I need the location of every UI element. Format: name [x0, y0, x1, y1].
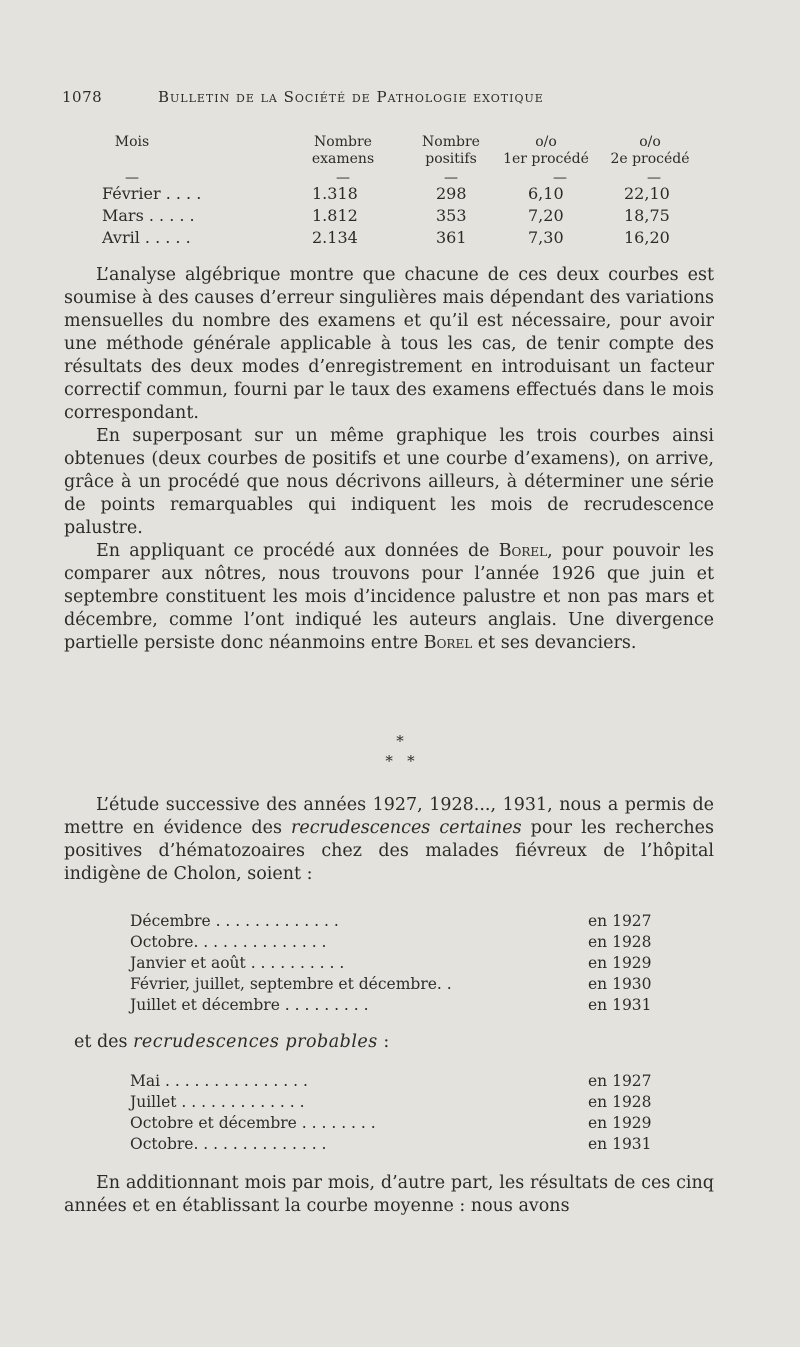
body-text [64, 1172, 714, 1218]
col-header-p2: o/o 2e procédé [610, 134, 690, 167]
dash: — [444, 170, 458, 186]
body-text [64, 794, 714, 886]
list-item: Janvier et août . . . . . . . . . . en 1929 [130, 954, 652, 972]
dash: — [336, 170, 350, 186]
journal-title: Bulletin de la Société de Pathologie exotique [158, 88, 544, 106]
col-header-examens: Nombre examens [311, 134, 375, 167]
col-header-positifs: Nombre positifs [422, 134, 480, 167]
dash: — [553, 170, 567, 186]
col-header-p1: o/o 1er procédé [503, 134, 589, 167]
page-number: 1078 [62, 88, 103, 106]
separator-top: * [396, 732, 404, 750]
paragraph: En superposant sur un même graphique les trois courbes ainsi obtenues (deux courbes de positifs et une courbe d’examens), on arrive, grâce à un procédé que nous décrivons ailleurs, à déterminer une série de points remarquables qui indiquent les mois de recrudescence palustre. [64, 426, 714, 538]
table-row: Février . . . . 1.318 298 6,10 22,10 [102, 184, 670, 203]
dash: — [647, 170, 661, 186]
paragraph: En additionnant mois par mois, d’autre part, les résultats de ces cinq années et en établissant la courbe moyenne : nous avons [64, 1173, 714, 1216]
running-header [62, 88, 544, 106]
dash: — [125, 170, 139, 186]
emphasis: recrudescences probables [133, 1032, 378, 1052]
probable-intro: et des recrudescences probables : [74, 1032, 390, 1052]
paragraph: L’analyse algébrique montre que chacune de ces deux courbes est soumise à des causes d’erreur singulières mais dépendant des variations mensuelles du nombre des examens et qu’il est nécessaire, pour avoir une méthode générale applicable à tous les cas, de tenir compte des résultats des deux modes d’enregistrement en introduisant un facteur correctif commun, fourni par le taux des examens effectués dans le mois correspondant. [64, 265, 714, 423]
list-item: Mai . . . . . . . . . . . . . . . en 1927 [130, 1072, 652, 1090]
author-name: Borel [498, 541, 548, 561]
list-item: Octobre. . . . . . . . . . . . . . en 1931 [130, 1135, 652, 1153]
col-header-mois: Mois [114, 134, 150, 150]
paragraph: En appliquant ce procédé aux données de Borel, pour pouvoir les comparer aux nôtres, nous trouvons pour l’année 1926 que juin et septembre constituent les mois d’incidence palustre et non pas mars et décembre, comme l’ont indiqué les auteurs anglais. Une divergence partielle persiste donc néanmoins entre Borel et ses devanciers. [64, 541, 714, 653]
certain-recrudescence-list [130, 912, 690, 1017]
separator-bottom: * * [385, 752, 415, 770]
list-item: Juillet . . . . . . . . . . . . . en 1928 [130, 1093, 652, 1111]
table-row: Mars . . . . . 1.812 353 7,20 18,75 [102, 206, 670, 225]
list-item: Octobre et décembre . . . . . . . . en 1929 [130, 1114, 652, 1132]
list-item: Octobre. . . . . . . . . . . . . . en 1928 [130, 933, 652, 951]
list-item: Juillet et décembre . . . . . . . . . en 1931 [130, 996, 652, 1014]
list-item: Décembre . . . . . . . . . . . . . en 1927 [130, 912, 652, 930]
probable-recrudescence-list [130, 1072, 690, 1156]
author-name: Borel [423, 633, 473, 653]
paragraph: L’étude successive des années 1927, 1928..., 1931, nous a permis de mettre en évidence des recrudescences certaines pour les recherches positives d’hématozoaires chez des malades fiévreux de l’hôpital indigène de Cholon, soient : [64, 795, 714, 884]
list-item: Février, juillet, septembre et décembre. . en 1930 [130, 975, 652, 993]
emphasis: recrudescences certaines [291, 818, 522, 838]
body-text [64, 264, 714, 655]
table-row: Avril . . . . . 2.134 361 7,30 16,20 [102, 228, 670, 247]
